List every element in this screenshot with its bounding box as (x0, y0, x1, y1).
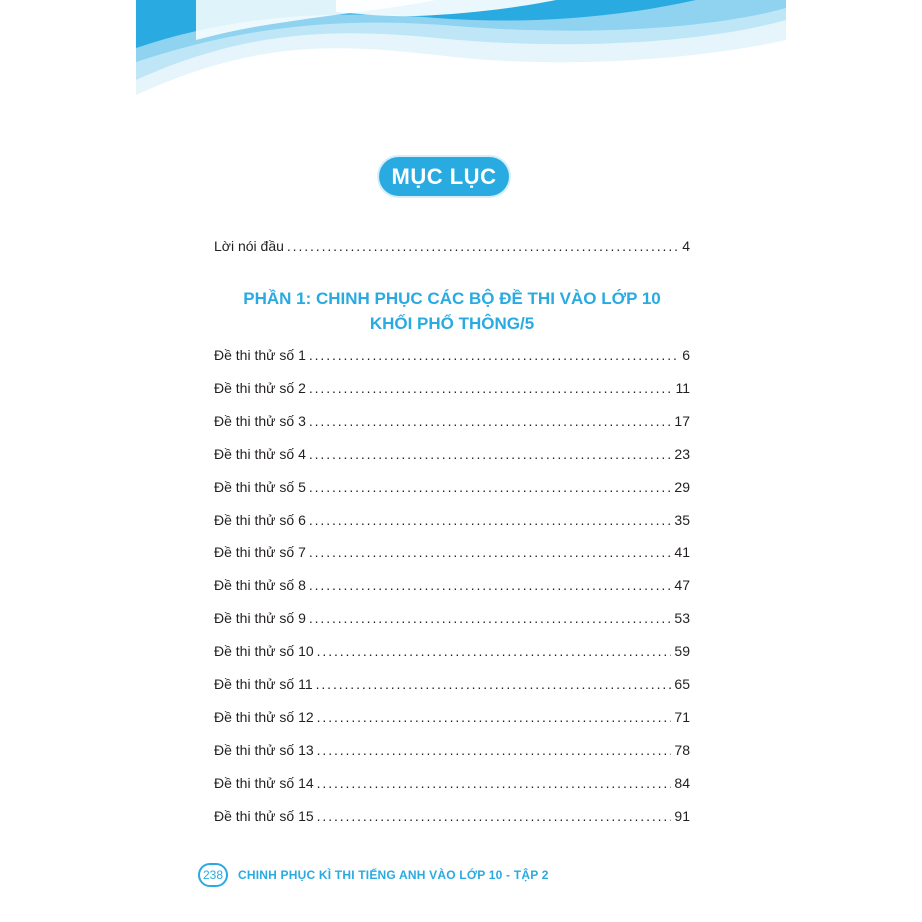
toc-entry[interactable] (214, 610, 690, 630)
toc-leader-dots (309, 577, 672, 593)
toc-entry-label: Đề thi thử số 5 (214, 479, 306, 495)
toc-entry-label: Đề thi thử số 14 (214, 775, 314, 791)
toc-entry-page: 91 (674, 808, 690, 824)
toc-entry-page: 6 (682, 347, 690, 363)
toc-entry[interactable] (214, 380, 690, 400)
toc-entry[interactable] (214, 808, 690, 828)
toc-leader-dots (309, 544, 672, 560)
toc-entry-label: Đề thi thử số 8 (214, 577, 306, 593)
toc-entry-page: 65 (674, 676, 690, 692)
toc-entry[interactable] (214, 577, 690, 597)
header-wave-decoration (136, 0, 786, 110)
toc-entry-label: Đề thi thử số 1 (214, 347, 306, 363)
toc-leader-dots (317, 643, 672, 659)
toc-entry-page: 35 (674, 512, 690, 528)
toc-entry-intro[interactable] (214, 238, 690, 258)
toc-leader-dots (316, 676, 672, 692)
section-heading-line2: KHỐI PHỔ THÔNG/5 (369, 314, 535, 333)
toc-leader-dots (317, 775, 672, 791)
toc-leader-dots (309, 479, 672, 495)
toc-entry-label: Đề thi thử số 7 (214, 544, 306, 560)
toc-entry-page: 23 (674, 446, 690, 462)
toc-entry[interactable] (214, 446, 690, 466)
toc-leader-dots (317, 709, 672, 725)
toc-leader-dots (317, 808, 672, 824)
toc-entry[interactable] (214, 544, 690, 564)
toc-entry-page: 59 (674, 643, 690, 659)
toc-entry[interactable] (214, 479, 690, 499)
toc-entry-page: 53 (674, 610, 690, 626)
toc-leader-dots (309, 380, 673, 396)
toc-entry-label: Đề thi thử số 6 (214, 512, 306, 528)
toc-entry[interactable] (214, 413, 690, 433)
toc-leader-dots (309, 413, 672, 429)
toc-entry-page: 78 (674, 742, 690, 758)
toc-entry-page: 29 (674, 479, 690, 495)
section-heading-line1: PHẦN 1: CHINH PHỤC CÁC BỘ ĐỀ THI VÀO LỚP 10 (243, 289, 661, 308)
toc-leader-dots (309, 347, 679, 363)
toc-entry-label: Đề thi thử số 11 (214, 676, 313, 692)
toc-entry-label: Đề thi thử số 10 (214, 643, 314, 659)
toc-entry-label: Đề thi thử số 9 (214, 610, 306, 626)
page-number-badge: 238 (198, 863, 228, 887)
page-footer (198, 862, 549, 888)
toc-entry[interactable] (214, 512, 690, 532)
running-footer-title: CHINH PHỤC KÌ THI TIẾNG ANH VÀO LỚP 10 - TẬP 2 (238, 868, 549, 882)
toc-entry-page: 11 (675, 380, 690, 396)
toc-entry-page: 47 (674, 577, 690, 593)
toc-entry-page: 71 (674, 709, 690, 725)
toc-entry[interactable] (214, 742, 690, 762)
toc-entry-page: 4 (682, 238, 690, 254)
toc-leader-dots (309, 446, 672, 462)
toc-entry-label: Đề thi thử số 13 (214, 742, 314, 758)
toc-entry[interactable] (214, 775, 690, 795)
toc-leader-dots (317, 742, 672, 758)
toc-entry[interactable] (214, 643, 690, 663)
toc-entry-page: 17 (674, 413, 690, 429)
toc-entry[interactable] (214, 709, 690, 729)
toc-entry-label: Đề thi thử số 3 (214, 413, 306, 429)
page-title: MỤC LỤC (379, 157, 509, 196)
toc-leader-dots (309, 512, 672, 528)
toc-entry-label: Đề thi thử số 4 (214, 446, 306, 462)
toc-entry-label: Đề thi thử số 2 (214, 380, 306, 396)
toc-entry[interactable] (214, 347, 690, 367)
toc-entry[interactable] (214, 676, 690, 696)
toc-entry-page: 41 (674, 544, 690, 560)
toc-entry-label: Đề thi thử số 15 (214, 808, 314, 824)
toc-entry-label: Đề thi thử số 12 (214, 709, 314, 725)
section-heading (214, 286, 690, 336)
toc-entry-label: Lời nói đầu (214, 238, 284, 254)
toc-leader-dots (309, 610, 672, 626)
toc-entry-page: 84 (674, 775, 690, 791)
toc-leader-dots (287, 238, 679, 254)
